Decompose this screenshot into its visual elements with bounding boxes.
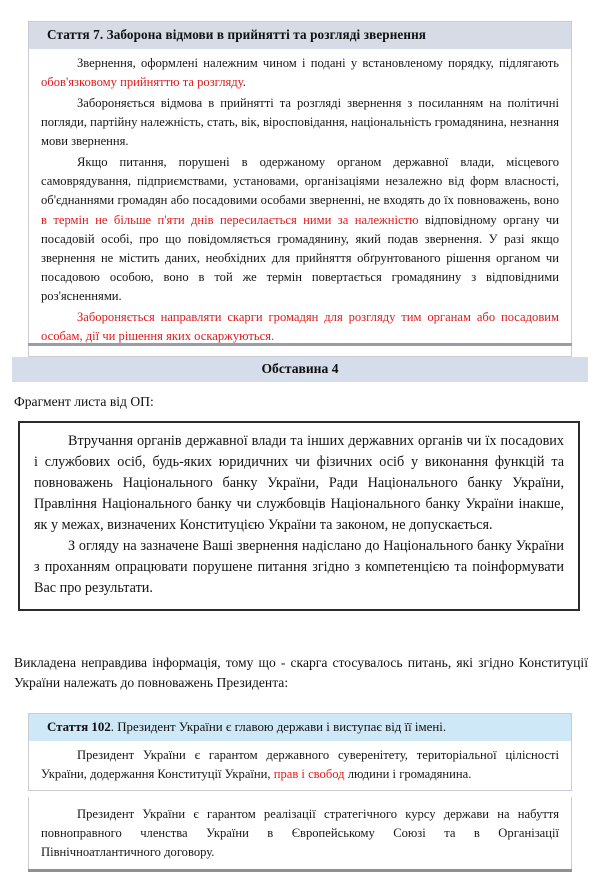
article-102-paragraph-1 xyxy=(41,746,559,784)
article-7-body xyxy=(29,49,571,356)
letter-paragraph-2: З огляду на зазначене Ваші звернення надіслано до Національного банку України з проханням опрацювати порушене питання згідно з компетенцією та поінформувати Вас про результати. xyxy=(34,538,564,597)
article-7-paragraph-2: Забороняється відмова в прийнятті та розгляді звернення з посиланням на політичні погляди, партійну належність, стать, вік, віросповідання, національність громадянина, незнання мови звернення. xyxy=(41,95,559,149)
article-7-paragraph-1-tail: . xyxy=(242,74,246,89)
section-divider xyxy=(28,343,572,346)
article-102-number: Стаття 102 xyxy=(47,720,111,734)
article-7-heading: Стаття 7. Заборона відмови в прийнятті та розгляді звернення xyxy=(29,22,571,49)
article-7-paragraph-1-highlight: обов'язковому прийняттю та розгляду xyxy=(41,74,243,89)
article-102-body xyxy=(29,741,571,790)
article-7-box xyxy=(28,21,572,357)
article-7-paragraph-1-text: Звернення, оформлені належним чином і подані у встановленому порядку, підлягають xyxy=(77,55,559,70)
letter-paragraph-1: Втручання органів державної влади та інших державних органів чи їх посадових і службових осіб, будь-яких юридичних чи фізичних осіб у виконання функцій та повноважень Національного банку України, Ради Національного банку України, Правління Національного банку чи службовців Національного банку України інакше, як у межах, визначених Конституцією України та законом, не допускається. xyxy=(34,433,564,534)
article-102-paragraph-1-text-a: Президент України є гарантом державного суверенітету, територіальної цілісності України, додержання Конституції України, xyxy=(41,747,559,781)
article-7-paragraph-4: Забороняється направляти скарги громадян для розгляду тим органам або посадовим особам, дії чи рішення яких оскаржуються. xyxy=(41,310,559,344)
article-102-paragraph-1-highlight: прав і свобод xyxy=(273,766,345,781)
letter-intro-caption: Фрагмент листа від ОП: xyxy=(14,394,154,409)
article-102-heading xyxy=(29,714,571,741)
bottom-divider xyxy=(28,869,572,872)
article-102-paragraph-1-text-b: людини і громадянина. xyxy=(344,766,472,781)
letter-fragment-box xyxy=(18,421,580,611)
article-7-paragraph-3 xyxy=(41,153,559,306)
article-102-box-second xyxy=(28,797,572,871)
article-102-heading-text: . Президент України є главою держави і виступає від її імені. xyxy=(110,720,447,734)
article-7-paragraph-3-text-b: відповідному органу чи посадовій особі, про що повідомляється громадянину, який подав звернення. У разі якщо звернення не містить даних, необхідних для прийняття обґрунтованого рішення органом чи посадовою особою, воно в той же термін повертається громадянину з відповідними роз'ясненнями. xyxy=(41,212,559,304)
false-information-caption: Викладена неправдива інформація, тому що - скарга стосувалось питань, які згідно Конституції України належать до повноважень Президента: xyxy=(14,655,588,690)
article-7-paragraph-1 xyxy=(41,54,559,92)
article-7-paragraph-3-text-a: Якщо питання, порушені в одержаному органом державної влади, місцевого самоврядування, підприємствами, установами, організаціями незалежно від форм власності, об'єднаннями громадян або посадовими особами зверненні, не входять до їх повноважень, воно xyxy=(41,155,559,208)
circumstance-banner: Обставина 4 xyxy=(12,357,588,382)
article-7-paragraph-3-highlight: в термін не більше п'яти днів пересилається ними за належністю xyxy=(41,212,419,227)
article-102-paragraph-2: Президент України є гарантом реалізації стратегічного курсу держави на набуття повноправного членства України в Європейському Союзі та в Організації Північноатлантичного договору. xyxy=(41,807,559,860)
article-102-box xyxy=(28,713,572,791)
